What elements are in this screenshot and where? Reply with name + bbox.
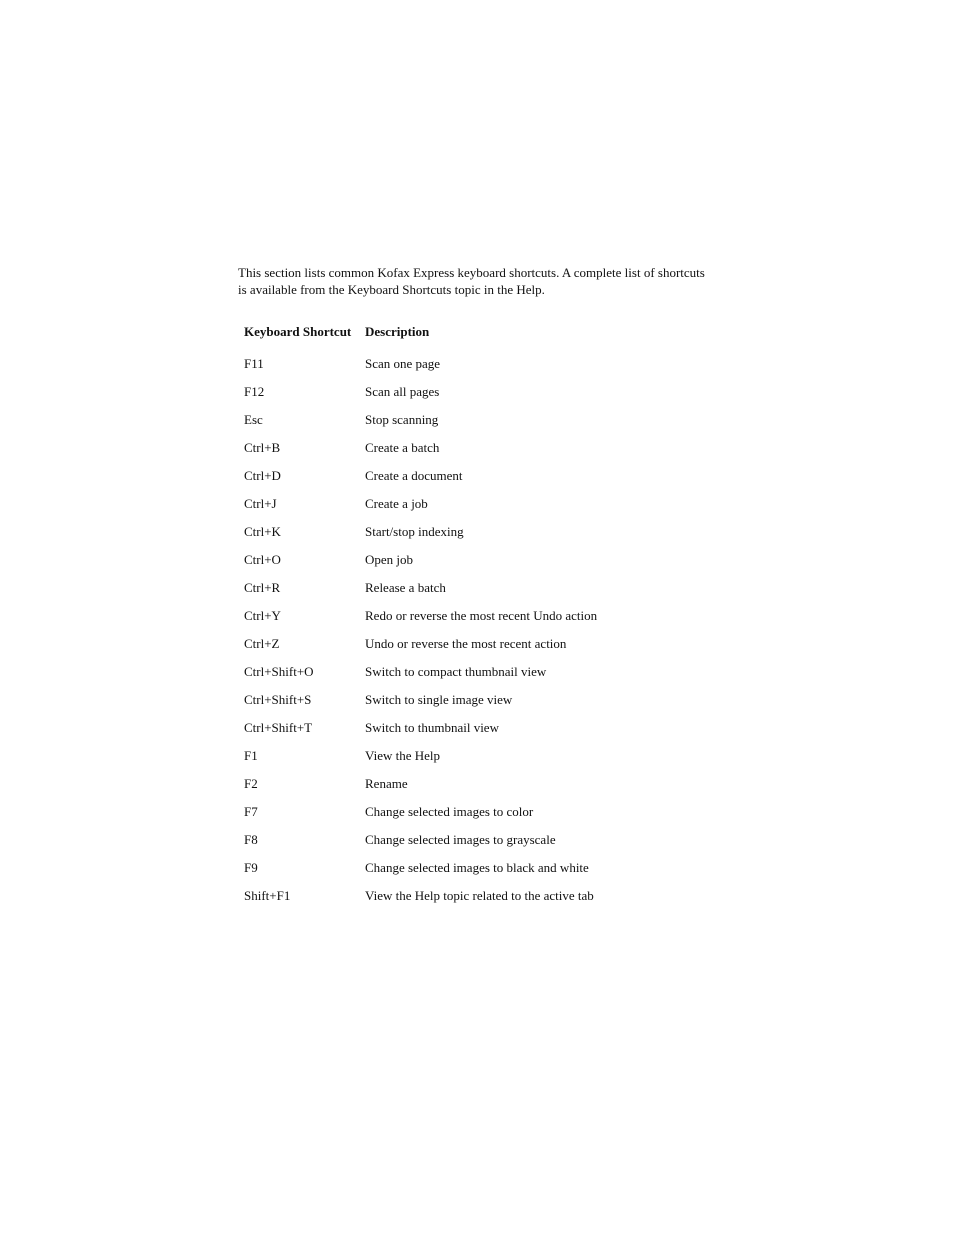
shortcut-description: Switch to compact thumbnail view — [365, 664, 547, 679]
shortcut-key: Ctrl+Y — [244, 608, 281, 623]
table-row — [238, 546, 671, 574]
shortcut-description: Release a batch — [365, 580, 446, 595]
shortcut-key: F8 — [244, 832, 258, 847]
shortcut-description: Create a job — [365, 496, 428, 511]
table-row — [238, 742, 671, 770]
table-row — [238, 350, 671, 378]
shortcut-key: F9 — [244, 860, 258, 875]
shortcut-description: View the Help topic related to the active tab — [365, 888, 594, 903]
table-row — [238, 462, 671, 490]
shortcut-description: Create a batch — [365, 440, 440, 455]
shortcut-key: F1 — [244, 748, 258, 763]
shortcut-key: Ctrl+J — [244, 496, 277, 511]
table-row — [238, 574, 671, 602]
table-row — [238, 826, 671, 854]
shortcut-key: Ctrl+Shift+O — [244, 664, 314, 679]
table-header-row — [238, 318, 671, 346]
table-row — [238, 686, 671, 714]
shortcut-key: Ctrl+D — [244, 468, 281, 483]
shortcut-key: Ctrl+Shift+S — [244, 692, 312, 707]
intro-paragraph: This section lists common Kofax Express keyboard shortcuts. A complete list of shortcuts is available from the Keyboard Shortcuts topic in the Help. — [238, 265, 705, 297]
table-row — [238, 882, 671, 910]
shortcut-description: Open job — [365, 552, 414, 567]
table-row — [238, 434, 671, 462]
table-row — [238, 602, 671, 630]
shortcut-key: Ctrl+B — [244, 440, 281, 455]
shortcut-description: Scan one page — [365, 356, 441, 371]
shortcut-description: Change selected images to grayscale — [365, 832, 556, 847]
shortcut-key: Ctrl+Shift+T — [244, 720, 313, 735]
shortcut-table — [238, 318, 671, 910]
shortcut-description: Change selected images to color — [365, 804, 534, 819]
shortcut-description: Scan all pages — [365, 384, 440, 399]
table-row — [238, 518, 671, 546]
table-row — [238, 770, 671, 798]
shortcut-description: Start/stop indexing — [365, 524, 464, 539]
header-keyboard-shortcut: Keyboard Shortcut — [244, 324, 352, 339]
shortcut-description: Rename — [365, 776, 408, 791]
shortcut-description: Switch to single image view — [365, 692, 513, 707]
shortcut-description: Undo or reverse the most recent action — [365, 636, 567, 651]
shortcut-key: Esc — [244, 412, 263, 427]
header-description: Description — [365, 324, 430, 339]
table-row — [238, 630, 671, 658]
table-row — [238, 406, 671, 434]
table-row — [238, 854, 671, 882]
shortcut-description: Redo or reverse the most recent Undo action — [365, 608, 598, 623]
shortcut-key: Ctrl+Z — [244, 636, 280, 651]
shortcut-key: F7 — [244, 804, 258, 819]
table-row — [238, 658, 671, 686]
shortcut-key: F12 — [244, 384, 265, 399]
table-row — [238, 714, 671, 742]
shortcut-key: Shift+F1 — [244, 888, 291, 903]
shortcut-description: Change selected images to black and white — [365, 860, 589, 875]
shortcut-key: Ctrl+K — [244, 524, 281, 539]
table-row — [238, 378, 671, 406]
shortcut-description: View the Help — [365, 748, 441, 763]
shortcut-description: Create a document — [365, 468, 463, 483]
table-row — [238, 490, 671, 518]
shortcut-description: Stop scanning — [365, 412, 439, 427]
shortcut-key: F11 — [244, 356, 264, 371]
shortcut-key: F2 — [244, 776, 258, 791]
table-row — [238, 798, 671, 826]
shortcut-key: Ctrl+O — [244, 552, 281, 567]
table-body — [238, 350, 671, 910]
shortcut-description: Switch to thumbnail view — [365, 720, 499, 735]
shortcut-key: Ctrl+R — [244, 580, 281, 595]
